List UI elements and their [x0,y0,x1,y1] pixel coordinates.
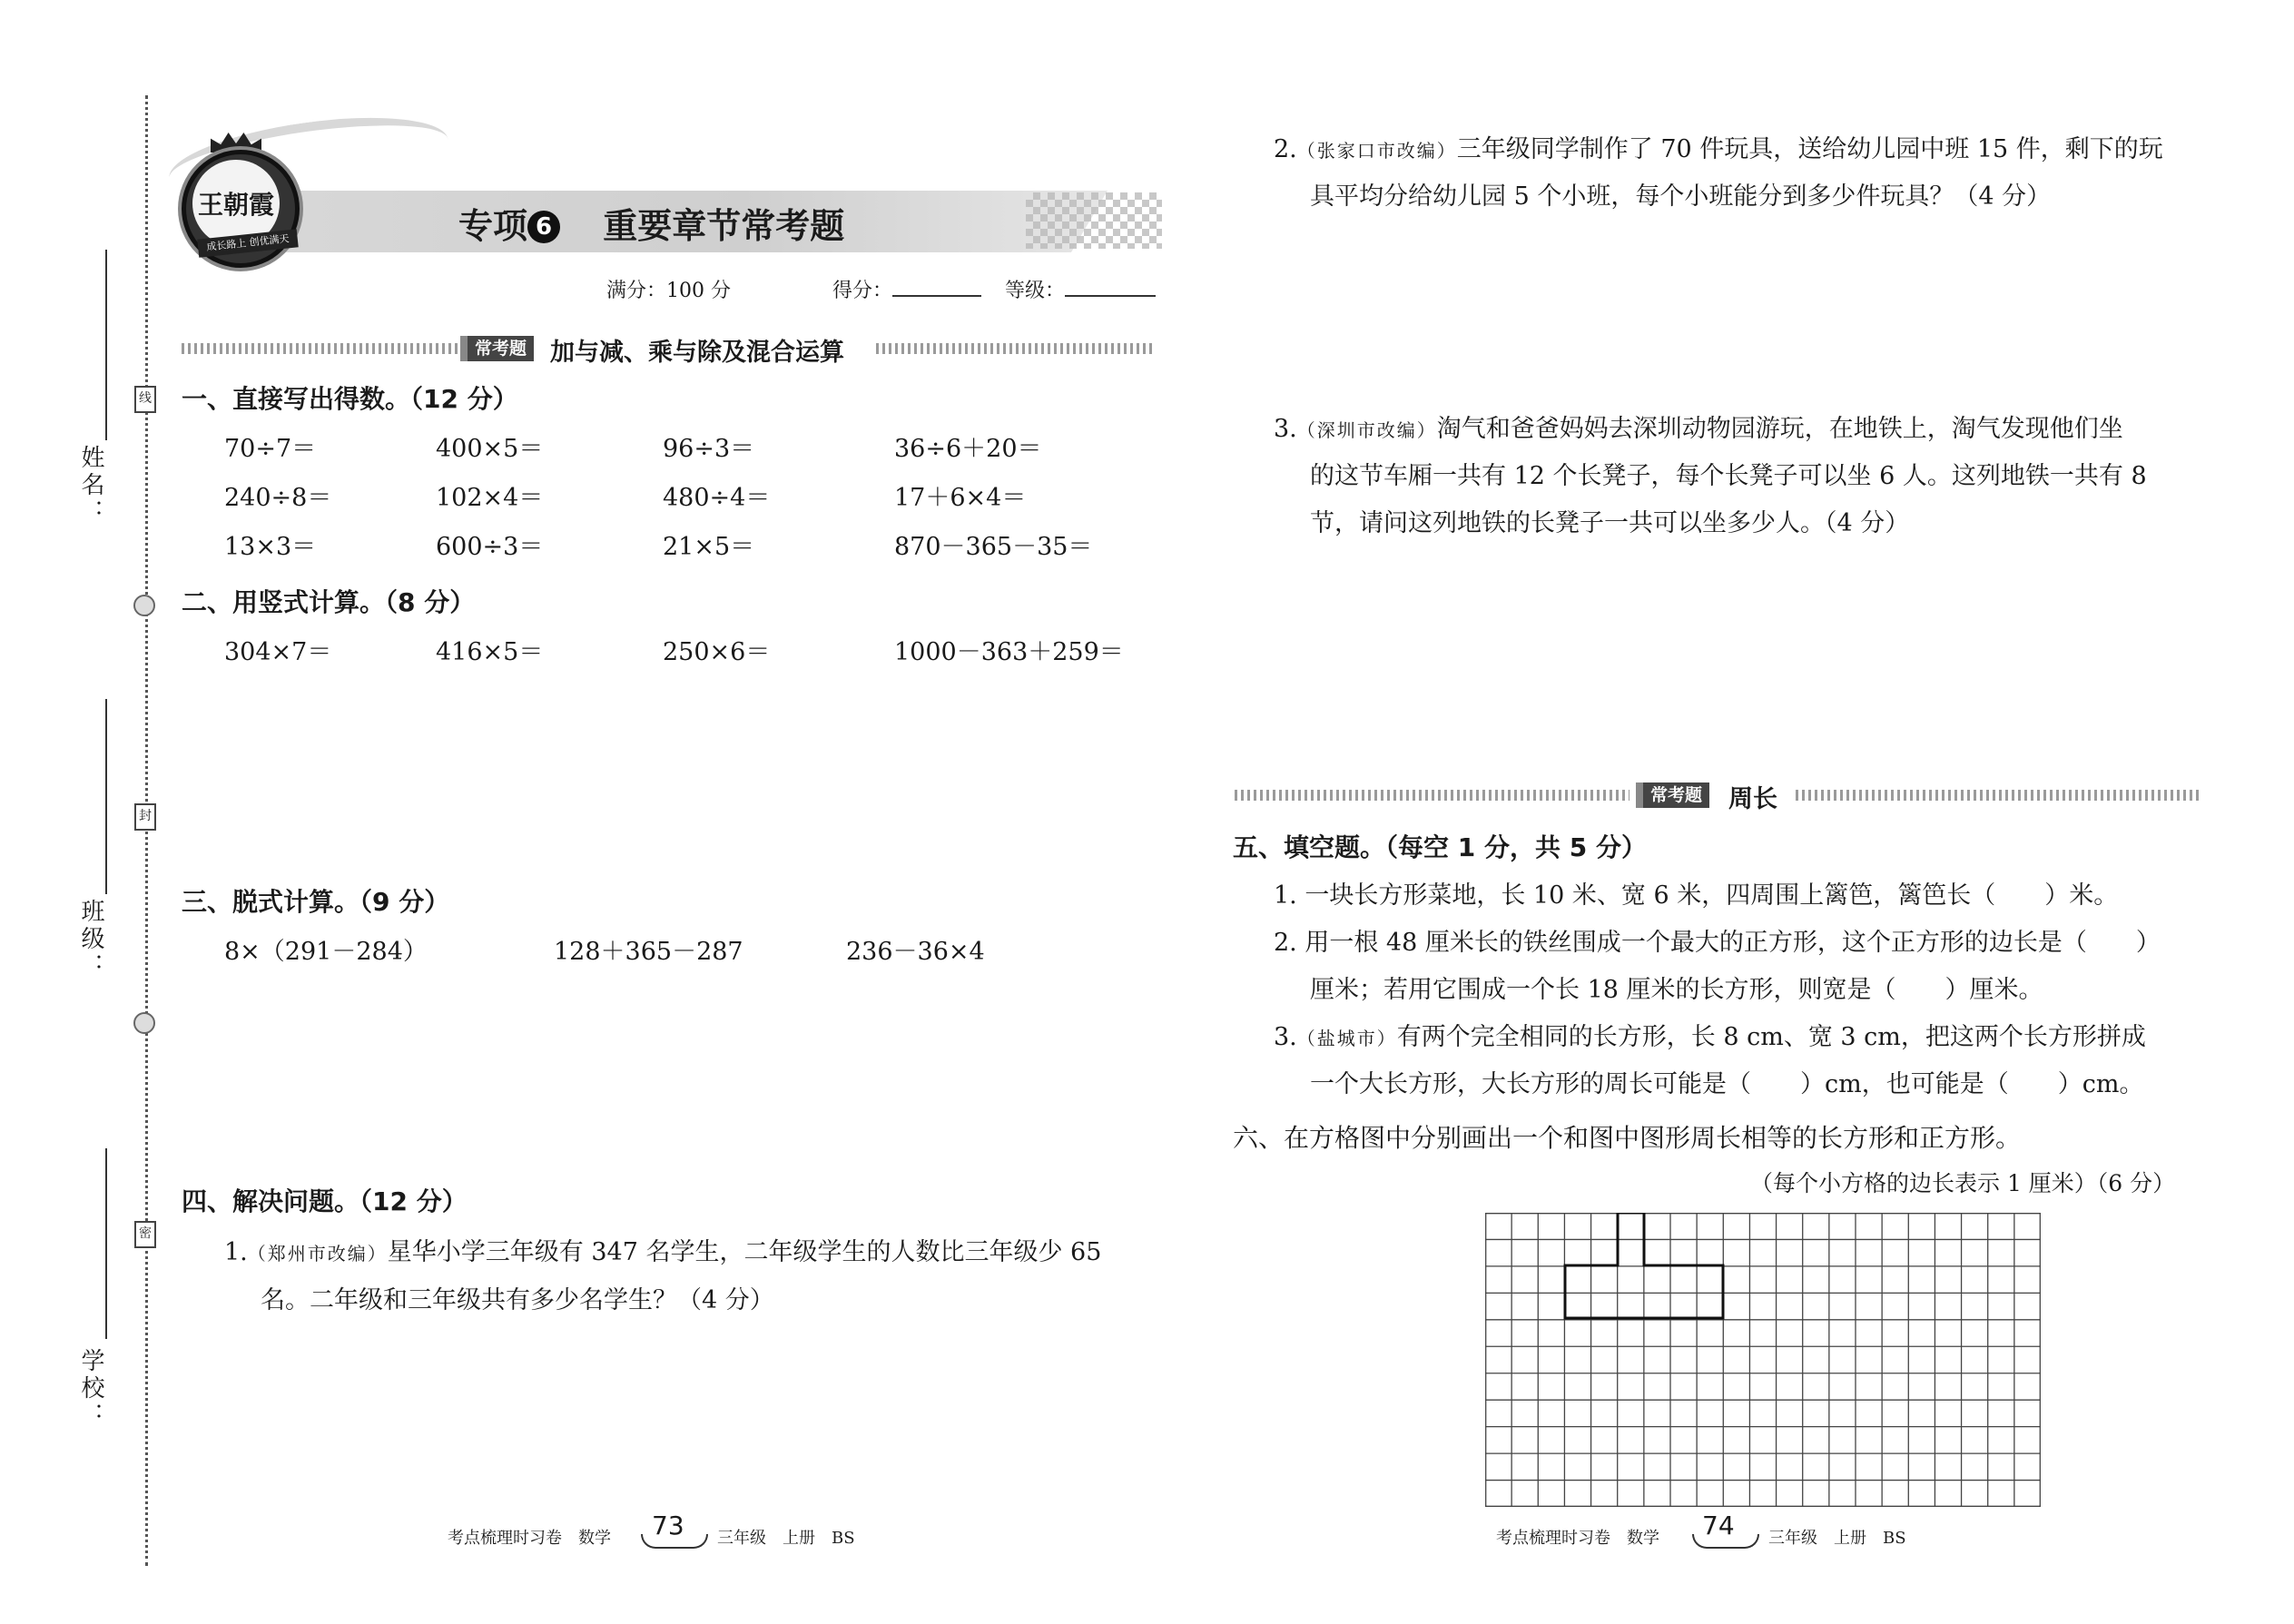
section-hatch [1796,790,2200,801]
checker-decoration [1026,192,1162,249]
page-title: 专项 6 重要章节常考题 [458,206,845,246]
q5-item-2-line2: 厘米；若用它围成一个长 18 厘米的长方形，则宽是（ ）厘米。 [1310,976,2043,1004]
section-tag: 常考题 [1643,782,1709,808]
q1-item: 400×5＝ [436,435,544,463]
q1-item: 102×4＝ [436,484,544,512]
q3-item: 236－36×4 [846,938,985,966]
name-blank-line [105,250,107,440]
q1-item: 36÷6＋20＝ [894,435,1042,463]
binding-dotted-line [145,95,148,1566]
q5-heading: 五、填空题。（每空 1 分，共 5 分） [1233,832,1647,862]
q2-item: 416×5＝ [436,638,544,666]
source-note: （深圳市改编） [1296,419,1437,441]
page-brace [641,1534,708,1549]
source-note: （郑州市改编） [247,1243,388,1265]
q3-item: 128＋365－287 [554,938,743,966]
q4-heading: 四、解决问题。（12 分） [182,1186,468,1216]
page-brace [1692,1534,1759,1549]
q4-problem-1-line1: 1.（郑州市改编）星华小学三年级有 347 名学生，二年级学生的人数比三年级少 65 [224,1238,1102,1266]
q1-item: 600÷3＝ [436,533,544,561]
q5-item-3-line2: 一个大长方形，大长方形的周长可能是（ ）cm，也可能是（ ）cm。 [1310,1070,2144,1098]
q5-item-3-line1: 3.（盐城市）有两个完全相同的长方形，长 8 cm、宽 3 cm，把这两个长方形拼成 [1274,1023,2146,1051]
class-blank-line [105,699,107,894]
binding-ring-icon [133,595,155,616]
q1-item: 240÷8＝ [224,484,332,512]
brand-logo-text: 王朝霞 [192,160,280,247]
q4-problem-3-line3: 节，请问这列地铁的长凳子一共可以坐多少人。（4 分） [1310,509,1910,537]
q4-problem-1-line2: 名。二年级和三年级共有多少名学生？（4 分） [261,1286,774,1314]
q1-heading: 一、直接写出得数。（12 分） [182,384,518,414]
q1-item: 480÷4＝ [663,484,771,512]
q1-item: 70÷7＝ [224,435,317,463]
binding-mark-xian: 线 [134,386,156,413]
q4-problem-2-line1: 2.（张家口市改编）三年级同学制作了 70 件玩具，送给幼儿园中班 15 件，剩下的玩 [1274,135,2163,163]
q1-item: 870－365－35＝ [894,533,1093,561]
school-label: 学校： [77,1348,104,1430]
q2-item: 250×6＝ [663,638,771,666]
q1-item: 17＋6×4＝ [894,484,1027,512]
q1-item: 21×5＝ [663,533,755,561]
q4-problem-2-line2: 具平均分给幼儿园 5 个小班，每个小班能分到多少件玩具？（4 分） [1310,182,2052,211]
q3-heading: 三、脱式计算。（9 分） [182,887,450,917]
source-note: （盐城市） [1296,1028,1397,1049]
footer-right-grade: 三年级 上册 BS [1768,1529,1906,1548]
page-number-left: 73 [652,1511,684,1540]
binding-ring-icon [133,1012,155,1034]
q5-item-2-line1: 2. 用一根 48 厘米长的铁丝围成一个最大的正方形，这个正方形的边长是（ ） [1274,929,2161,957]
section-title-perimeter: 周长 [1728,785,1777,813]
binding-mark-feng: 封 [134,803,156,831]
school-blank-line [105,1148,107,1339]
q6-heading: 六、在方格图中分别画出一个和图中图形周长相等的长方形和正方形。 [1233,1123,2022,1153]
title-number-badge: 6 [527,211,560,243]
footer-right-book: 考点梳理时习卷 数学 [1496,1529,1659,1548]
q5-item-1: 1. 一块长方形菜地，长 10 米、宽 6 米，四周围上篱笆，篱笆长（ ）米。 [1274,881,2119,910]
page-number-right: 74 [1702,1511,1735,1540]
binding-mark-mi: 密 [134,1221,156,1248]
section-hatch [876,343,1153,354]
section-tag: 常考题 [468,336,534,361]
source-note: （张家口市改编） [1296,140,1457,162]
q2-item: 1000－363＋259＝ [894,638,1124,666]
full-score: 满分：100 分 [606,280,731,302]
q2-item: 304×7＝ [224,638,332,666]
q1-item: 13×3＝ [224,533,317,561]
q3-item: 8×（291－284） [224,938,428,966]
q6-note: （每个小方格的边长表示 1 厘米）（6 分） [1750,1170,2176,1196]
footer-left-grade: 三年级 上册 BS [717,1529,855,1548]
footer-left-book: 考点梳理时习卷 数学 [448,1529,611,1548]
q1-item: 96÷3＝ [663,435,755,463]
class-label: 班级： [77,899,104,980]
brand-logo-tag: 成长路上 创优满天 [197,229,298,257]
score-field: 得分： [832,275,981,303]
section-hatch [182,343,458,354]
name-label: 姓名： [77,445,104,527]
q4-problem-3-line2: 的这节车厢一共有 12 个长凳子，每个长凳子可以坐 6 人。这列地铁一共有 8 [1310,462,2147,490]
grid-svg [1485,1213,2041,1507]
q4-problem-3-line1: 3.（深圳市改编）淘气和爸爸妈妈去深圳动物园游玩，在地铁上，淘气发现他们坐 [1274,415,2123,443]
section-title-arithmetic: 加与减、乘与除及混合运算 [550,339,844,367]
q2-heading: 二、用竖式计算。（8 分） [182,587,476,617]
square-grid [1485,1213,2041,1511]
grade-field: 等级： [1005,275,1156,303]
section-hatch [1235,790,1629,801]
